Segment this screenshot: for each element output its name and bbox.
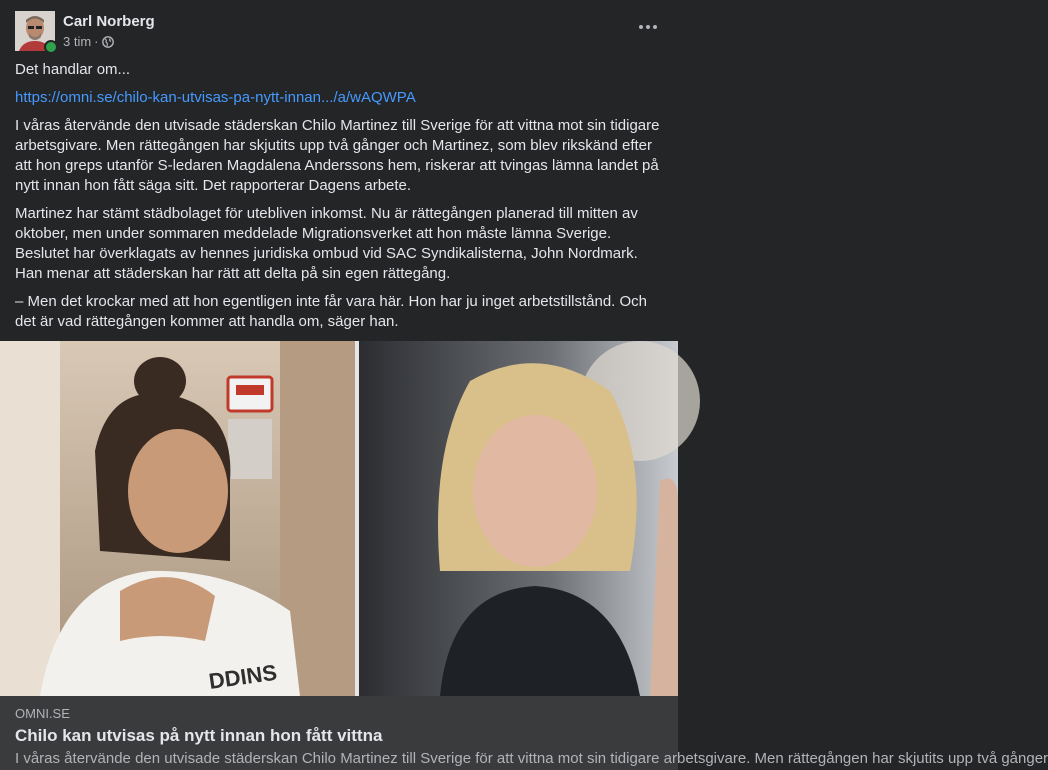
online-status-dot <box>44 40 58 54</box>
globe-icon <box>102 36 114 48</box>
link-preview-image[interactable] <box>0 341 678 696</box>
post-intro: Det handlar om... <box>15 61 131 78</box>
post-paragraph: Martinez har stämt städbolaget för utebliven inkomst. Nu är rättegången planerad till mitten av oktober, men under sommaren meddelade Migrationsverket att hon måste lämna Sverige. Beslutet har överklagats av hennes juridiska ombud vid SAC Syndikalisterna, John Nordmark. Han menar att städerskan har rätt att delta på sin egen rättegång. <box>15 205 638 282</box>
more-icon-dot <box>639 25 643 29</box>
post-body <box>15 60 665 340</box>
more-icon-dot <box>646 25 650 29</box>
link-description: I våras återvände den utvisade städerskan Chilo Martinez till Sverige för att vittna mot sin tidigare arbetsgivare. Men rättegången har skjutits upp två gånger <box>15 750 1048 767</box>
link-domain: OMNI.SE <box>15 706 70 721</box>
link-preview-card[interactable] <box>0 696 1048 770</box>
more-icon-dot <box>653 25 657 29</box>
link-title[interactable]: Chilo kan utvisas på nytt innan hon fått vittna <box>15 726 383 745</box>
meta-separator: · <box>94 34 99 49</box>
post-paragraph: – Men det krockar med att hon egentligen inte får vara här. Hon har ju inget arbetstillstånd. Och det är vad rättegången kommer att handla om, säger han. <box>15 293 648 330</box>
post-link[interactable]: https://omni.se/chilo-kan-utvisas-pa-nytt-innan.../a/wAQWPA <box>15 89 416 106</box>
post-meta <box>63 34 114 49</box>
author-name[interactable]: Carl Norberg <box>63 13 155 30</box>
post-header <box>15 11 663 53</box>
post-time[interactable]: 3 tim <box>63 34 92 49</box>
post-paragraph: I våras återvände den utvisade städerskan Chilo Martinez till Sverige för att vittna mot sin tidigare arbetsgivare. Men rättegången har skjutits upp två gånger och Martinez, som blev rikskänd efter att hon greps utanför S-ledaren Magdalena Anderssons hem, riskerar att tvingas lämna landet på nytt innan hon fått säga sitt. Det rapporterar Dagens arbete. <box>15 117 660 194</box>
svg-text:DDINS: DDINS <box>207 659 279 694</box>
more-options-button[interactable] <box>633 17 663 37</box>
